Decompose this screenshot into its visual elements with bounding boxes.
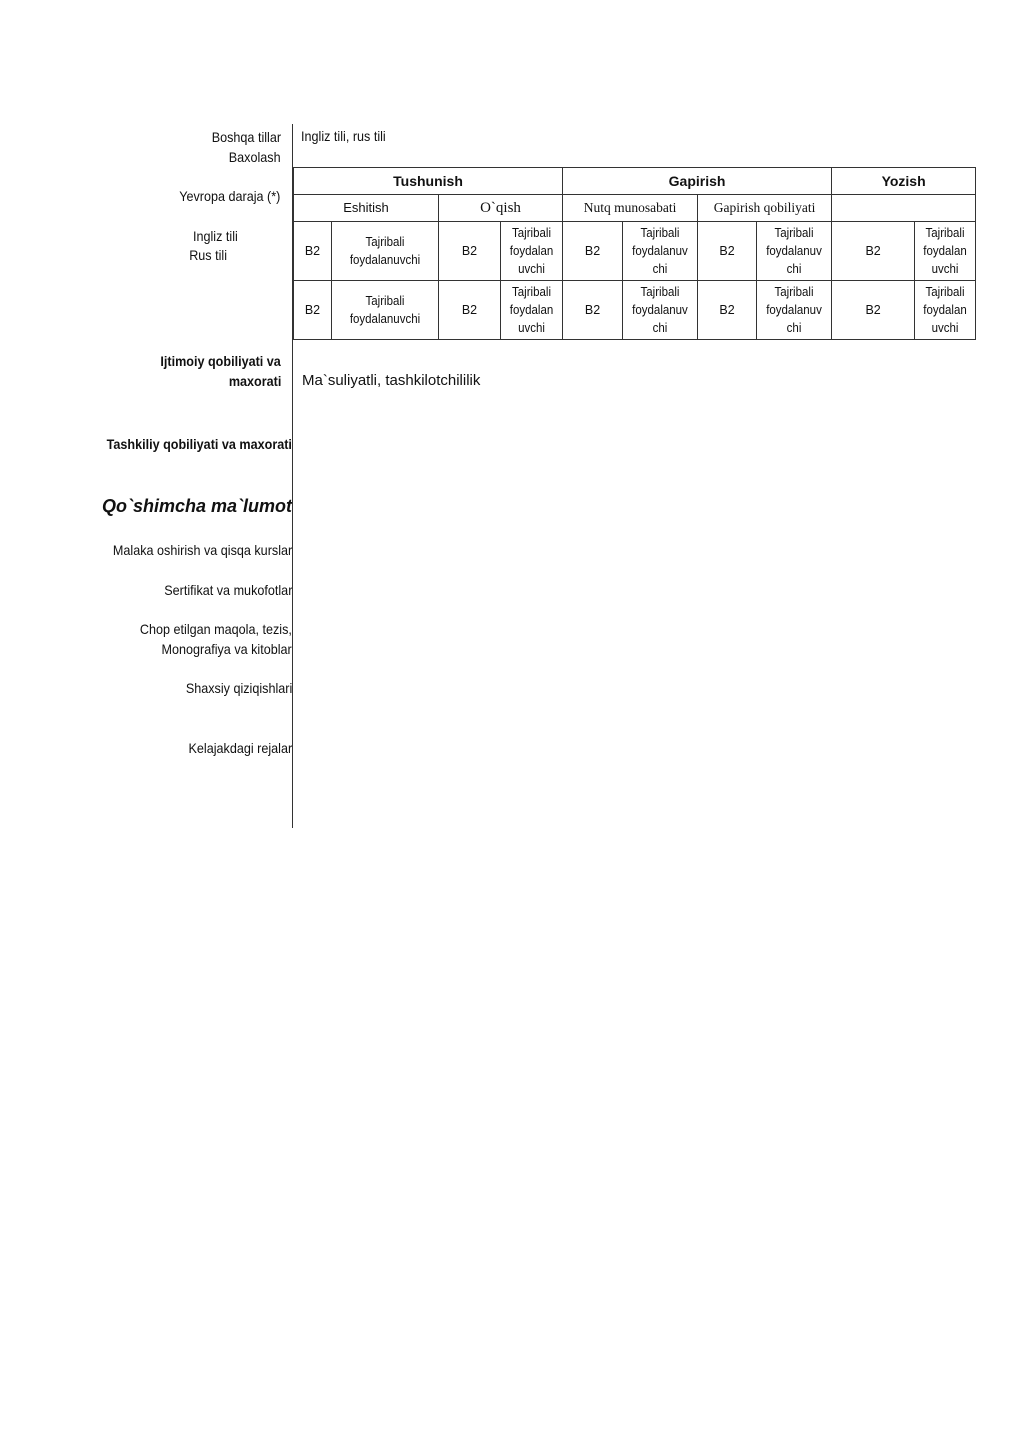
- level-cell: B2: [698, 222, 757, 281]
- lang1-label: Ingliz tili: [193, 228, 238, 244]
- other-languages-value: Ingliz tili, rus tili: [301, 128, 386, 144]
- level-desc-cell: Tajribali foydalanuv chi: [757, 222, 832, 281]
- level-desc-cell: Tajribali foydalanuvchi: [332, 281, 439, 340]
- european-level-label: Yevropa daraja (*): [178, 188, 280, 204]
- header-understanding: Tushunish: [294, 168, 563, 195]
- assessment-label: Baxolash: [229, 149, 281, 165]
- subheader-interaction: Nutq munosabati: [563, 195, 698, 222]
- level-desc-cell: Tajribali foydalan uvchi: [501, 222, 563, 281]
- courses-label: Malaka oshirish va qisqa kurslar: [112, 542, 292, 558]
- level-desc-cell: Tajribali foydalanuvchi: [332, 222, 439, 281]
- social-skills-value: Ma`suliyatli, tashkilotchililik: [302, 372, 481, 389]
- table-row: [294, 281, 976, 340]
- level-desc-cell: Tajribali foydalanuv chi: [623, 222, 698, 281]
- header-speaking: Gapirish: [563, 168, 832, 195]
- level-cell: B2: [832, 281, 915, 340]
- subheader-listening: Eshitish: [294, 195, 439, 222]
- level-desc-cell: Tajribali foydalan uvchi: [501, 281, 563, 340]
- level-cell: B2: [294, 281, 332, 340]
- lang2-label: Rus tili: [189, 247, 227, 263]
- level-cell: B2: [294, 222, 332, 281]
- publications-label-line1: Chop etilgan maqola, tezis,: [140, 621, 292, 637]
- additional-info-heading: Qo`shimcha ma`lumot: [101, 496, 292, 516]
- subheader-reading: O`qish: [439, 195, 563, 222]
- other-languages-label: Boshqa tillar: [211, 129, 281, 145]
- table-subheader-row: [294, 195, 976, 222]
- social-skills-label-line1: Ijtimoiy qobiliyati va: [160, 353, 281, 369]
- level-cell: B2: [563, 222, 623, 281]
- level-desc-cell: Tajribali foydalanuv chi: [623, 281, 698, 340]
- level-desc-cell: Tajribali foydalan uvchi: [915, 281, 976, 340]
- org-skills-label: Tashkiliy qobiliyati va maxorati: [106, 436, 292, 452]
- level-cell: B2: [439, 281, 501, 340]
- certificates-label: Sertifikat va mukofotlar: [163, 582, 292, 598]
- plans-label: Kelajakdagi rejalar: [188, 740, 292, 756]
- level-desc-cell: Tajribali foydalanuv chi: [757, 281, 832, 340]
- subheader-writing: [832, 195, 976, 222]
- social-skills-label-line2: maxorati: [228, 373, 281, 389]
- level-cell: B2: [832, 222, 915, 281]
- subheader-production: Gapirish qobiliyati: [698, 195, 832, 222]
- level-cell: B2: [439, 222, 501, 281]
- level-desc-cell: Tajribali foydalan uvchi: [915, 222, 976, 281]
- header-writing: Yozish: [832, 168, 976, 195]
- interests-label: Shaxsiy qiziqishlari: [185, 680, 292, 696]
- publications-label-line2: Monografiya va kitoblar: [161, 641, 292, 657]
- table-header-row: [294, 168, 976, 195]
- language-assessment-table: [293, 167, 976, 340]
- table-row: [294, 222, 976, 281]
- level-cell: B2: [698, 281, 757, 340]
- level-cell: B2: [563, 281, 623, 340]
